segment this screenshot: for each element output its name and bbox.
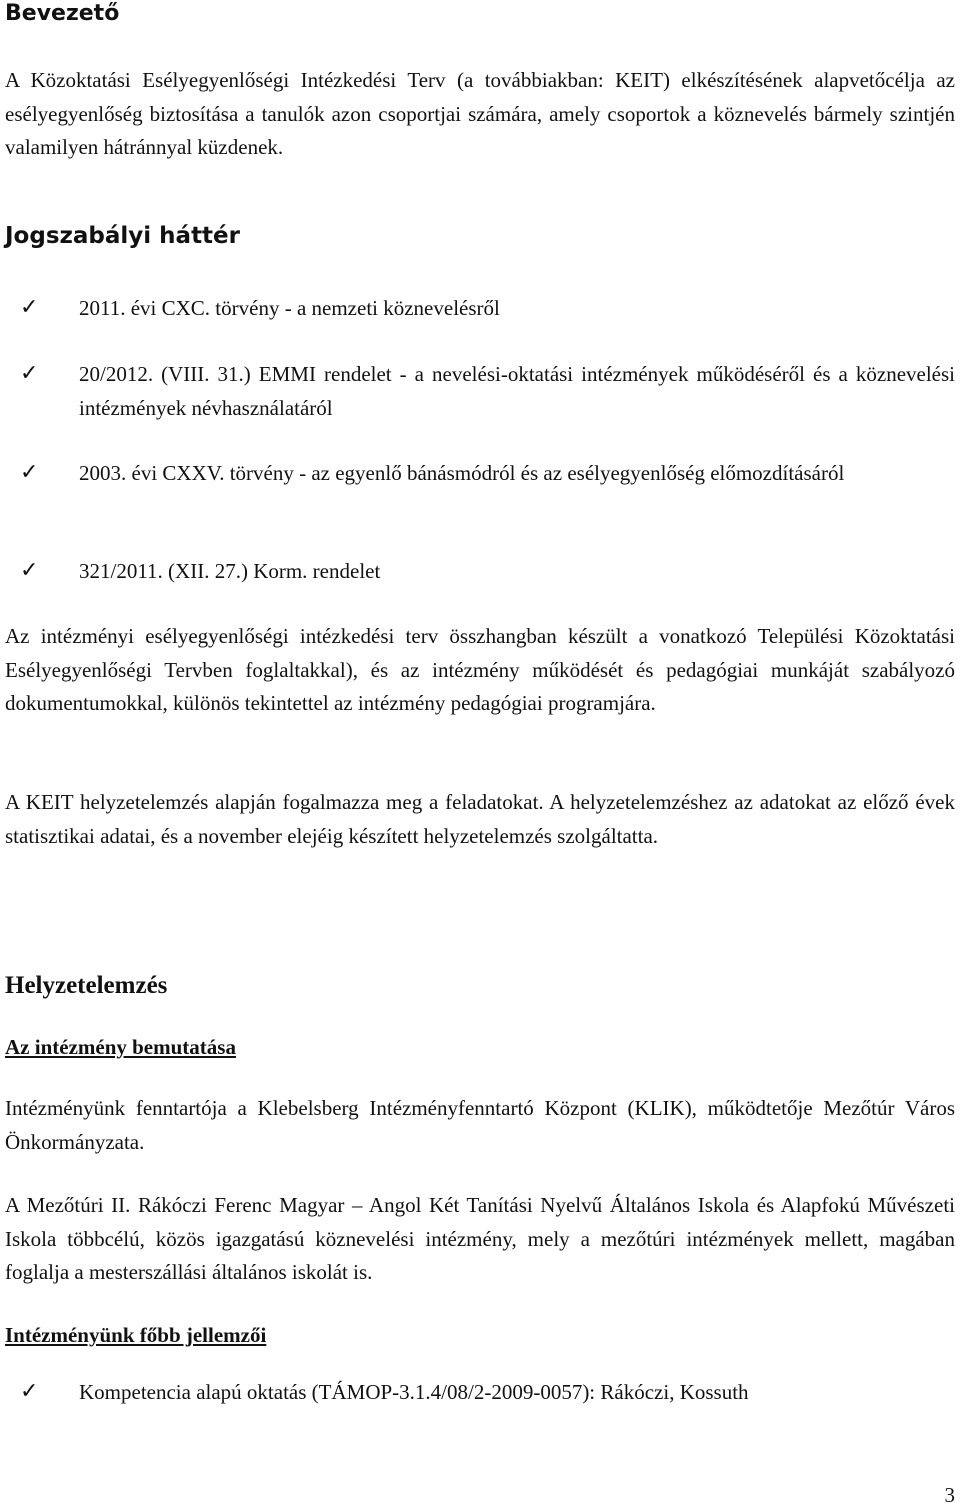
- subheading-main-features: Intézményünk főbb jellemzői: [5, 1323, 267, 1347]
- checkmark-icon: ✓: [20, 557, 39, 582]
- legal-item-text: 2011. évi CXC. törvény - a nemzeti köznevelésről: [79, 296, 500, 320]
- maintainer-paragraph: Intézményünk fenntartója a Klebelsberg Intézményfenntartó Központ (KLIK), működtetője Mezőtúr Város Önkormányzata.: [5, 1096, 955, 1154]
- subheading-institution-intro: Az intézmény bemutatása: [5, 1035, 236, 1059]
- legal-item-text: 20/2012. (VIII. 31.) EMMI rendelet - a nevelési-oktatási intézmények működéséről és a köznevelési intézmények névhasználatáról: [79, 362, 955, 420]
- keit-paragraph: A KEIT helyzetelemzés alapján fogalmazza meg a feladatokat. A helyzetelemzéshez az adatokat az előző évek statisztikai adatai, és a november elejéig készített helyzetelemzés szolgáltatta.: [5, 790, 955, 848]
- heading-legal-background: Jogszabályi háttér: [5, 223, 240, 249]
- plan-context-paragraph: Az intézményi esélyegyenlőségi intézkedési terv összhangban készült a vonatkozó Települési Közoktatási Esélyegyenlőségi Tervben foglaltakkal), és az intézmény működését és pedagógiai munkáját szabályozó dokumentumokkal, különös tekintettel az intézmény pedagógiai programjára.: [5, 624, 955, 715]
- legal-list-item: [20, 457, 955, 491]
- legal-list-item: [20, 292, 955, 326]
- legal-list-item: [20, 358, 955, 425]
- page-number: 3: [944, 1483, 955, 1507]
- checkmark-icon: ✓: [20, 294, 39, 319]
- legal-list-item: [20, 555, 955, 589]
- heading-bevezeto: Bevezető: [5, 1, 120, 26]
- checkmark-icon: ✓: [20, 360, 39, 385]
- feature-item-text: Kompetencia alapú oktatás (TÁMOP-3.1.4/08/2-2009-0057): Rákóczi, Kossuth: [79, 1380, 749, 1404]
- intro-paragraph: A Közoktatási Esélyegyenlőségi Intézkedési Terv (a továbbiakban: KEIT) elkészítésének alapvetőcélja az esélyegyenlőség biztosítása a tanulók azon csoportjai számára, amely csoportok a köznevelés bármely szintjén valamilyen hátránnyal küzdenek.: [5, 68, 955, 159]
- checkmark-icon: ✓: [20, 1378, 39, 1403]
- feature-list-item: [20, 1376, 955, 1410]
- school-description-paragraph: A Mezőtúri II. Rákóczi Ferenc Magyar – Angol Két Tanítási Nyelvű Általános Iskola és Alapfokú Művészeti Iskola többcélú, közös igazgatású köznevelési intézmény, mely a mezőtúri intézmények mellett, magában foglalja a mesterszállási általános iskolát is.: [5, 1193, 955, 1284]
- legal-item-text: 321/2011. (XII. 27.) Korm. rendelet: [79, 559, 381, 583]
- checkmark-icon: ✓: [20, 459, 39, 484]
- legal-item-text: 2003. évi CXXV. törvény - az egyenlő bánásmódról és az esélyegyenlőség előmozdításáról: [79, 461, 845, 485]
- heading-helyzetelemzes: Helyzetelemzés: [5, 972, 168, 999]
